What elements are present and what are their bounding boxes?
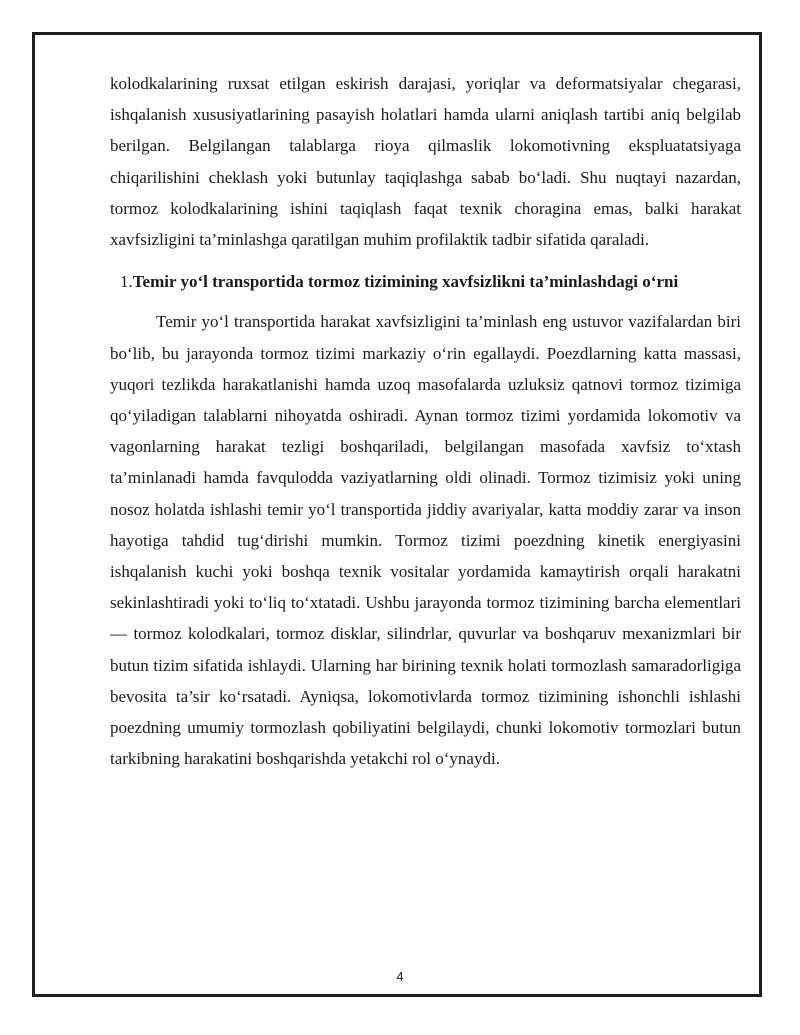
page-number: 4	[396, 969, 404, 984]
section-heading	[110, 266, 741, 297]
document-body	[110, 68, 741, 774]
paragraph-intro: kolodkalarining ruxsat etilgan eskirish darajasi, yoriqlar va deformatsiyalar chegarasi, ishqalanish xususiyatlarining pasayish holatlari hamda ularni aniqlash tartibi aniq belgilab berilgan. Belgilangan talablarga rioya qilmaslik lokomotivning ekspluatatsiyaga chiqarilishini cheklash yoki butunlay taqiqlashga sabab bo‘ladi. Shu nuqtayi nazardan, tormoz kolodkalarining ishini taqiqlash faqat texnik choragina emas, balki harakat xavfsizligini ta’minlashga qaratilgan muhim profilaktik tadbir sifatida qaraladi.	[110, 74, 741, 250]
section-title: Temir yo‘l transportida tormoz tizimining xavfsizlikni ta’minlashdagi o‘rni	[132, 272, 679, 292]
section-number: 1.	[120, 272, 133, 292]
paragraph-main: Temir yo‘l transportida harakat xavfsizligini ta’minlash eng ustuvor vazifalardan biri bo‘lib, bu jarayonda tormoz tizimi markaziy o‘rin egallaydi. Poezdlarning katta massasi, yuqori tezlikda harakatlanishi hamda uzoq masofalarda uzluksiz qatnovi tormoz tizimiga qo‘yiladigan talablarni nihoyatda oshiradi. Aynan tormoz tizimi yordamida lokomotiv va vagonlarning harakat tezligi boshqariladi, belgilangan masofada xavfsiz to‘xtash ta’minlanadi hamda favqulodda vaziyatlarning oldi olinadi. Tormoz tizimisiz yoki uning nosoz holatda ishlashi temir yo‘l transportida jiddiy avariyalar, katta moddiy zarar va inson hayotiga tahdid tug‘dirishi mumkin. Tormoz tizimi poezdning kinetik energiyasini ishqalanish kuchi yoki boshqa texnik vositalar yordamida kamaytirish orqali harakatni sekinlashtiradi yoki to‘liq to‘xtatadi. Ushbu jarayonda tormoz tizimining barcha elementlari — tormoz kolodkalari, tormoz disklar, silindrlar, quvurlar va boshqaruv mexanizmlari bir butun tizim sifatida ishlaydi. Ularning har birining texnik holati tormozlash samaradorligiga bevosita ta’sir ko‘rsatadi. Ayniqsa, lokomotivlarda tormoz tizimining ishonchli ishlashi poezdning umumiy tormozlash qobiliyatini belgilaydi, chunki lokomotiv tormozlari butun tarkibning harakatini boshqarishda yetakchi rol o‘ynaydi.	[110, 312, 741, 769]
